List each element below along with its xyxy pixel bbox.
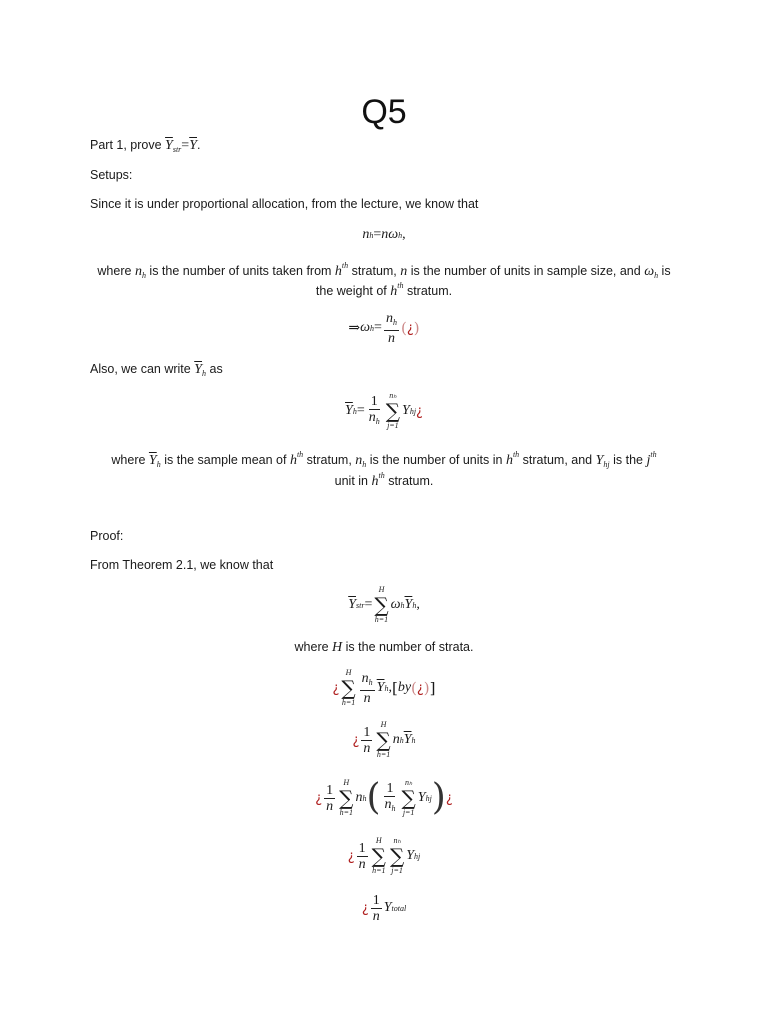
math-sub-hj: hj	[425, 793, 432, 803]
equation-omega: ⇒ ω h = $\frac{n_h}{n}$ ( ¿ )	[348, 310, 420, 346]
math-h: h	[505, 453, 513, 468]
math-sub-h: h	[391, 803, 396, 813]
math-fraction	[324, 783, 335, 814]
math-y-bar: $\overline{Y}$	[348, 597, 356, 612]
math-sup-th: th	[650, 450, 657, 459]
text: stratum.	[403, 284, 453, 298]
math-omega: ω	[388, 227, 399, 242]
math-n: n	[355, 790, 363, 805]
math-n: n	[392, 732, 400, 747]
math-y: Y	[406, 848, 415, 863]
text: where	[294, 640, 333, 654]
math-y: Y	[402, 403, 410, 418]
math-sub-h: h	[384, 683, 389, 693]
math-sub-h: h	[400, 600, 405, 610]
sum-upper: H	[345, 668, 352, 677]
where1-line-2	[0, 278, 768, 300]
math-fraction	[382, 781, 397, 816]
text: the weight of	[315, 284, 391, 298]
sum-sign: ∑	[339, 786, 354, 810]
broken-ref-glyph: ¿	[315, 790, 323, 806]
math-sup-th: th	[296, 450, 304, 459]
math-one: 1	[326, 782, 334, 798]
math-sub-hj: hj	[414, 851, 421, 861]
sum-lower: j=1	[387, 421, 399, 430]
math-n: n	[387, 330, 395, 346]
text: as	[206, 362, 223, 376]
text: is the sample mean of	[160, 453, 290, 467]
part1-line	[90, 137, 200, 158]
math-summation	[374, 585, 388, 625]
math-sub-h: h	[352, 406, 357, 416]
math-summation	[386, 391, 400, 431]
equation-step-2	[0, 718, 768, 762]
equation-step-5	[0, 886, 768, 930]
math-fraction	[357, 841, 368, 872]
broken-ref-glyph: ¿	[416, 680, 424, 696]
sum-upper: nₕ	[389, 391, 397, 400]
math-sup-th: th	[397, 281, 404, 290]
math-omega: ω	[644, 264, 655, 279]
math-n: n	[363, 740, 371, 756]
text: stratum.	[384, 474, 434, 488]
equation-nh	[0, 213, 768, 257]
math-n: n	[358, 856, 366, 872]
math-sub-h: h	[392, 317, 397, 327]
math-sup-th: th	[341, 261, 349, 270]
setups-heading: Setups:	[90, 168, 133, 182]
equation-ybar-h	[0, 389, 768, 433]
sum-lower: h=1	[341, 698, 356, 707]
math-eq: =	[374, 320, 382, 335]
math-sub-h: h	[362, 793, 367, 803]
text: where	[97, 264, 135, 278]
math-fraction	[384, 311, 399, 346]
also-line	[90, 361, 223, 382]
math-eq: =	[373, 227, 382, 242]
math-summation	[339, 778, 353, 818]
math-sub-str: str	[172, 145, 182, 154]
math-y: Y	[417, 790, 426, 805]
sum-upper: nₕ	[393, 836, 401, 845]
math-sub-h: h	[368, 677, 373, 687]
math-fraction	[361, 725, 372, 756]
math-n: n	[372, 908, 380, 924]
math-sub-h: h	[362, 460, 367, 469]
math-n: n	[400, 264, 408, 279]
sum-upper: nₕ	[405, 778, 413, 787]
math-by: by	[397, 680, 412, 695]
where2-line-2	[0, 468, 768, 490]
math-one: 1	[358, 840, 366, 856]
page-title: Q5	[361, 93, 407, 131]
math-y-bar: $\overline{Y}$	[376, 680, 385, 695]
math-one: 1	[370, 393, 378, 409]
math-h: h	[371, 474, 379, 489]
broken-ref-glyph: ¿	[361, 900, 369, 916]
equation-step-4	[0, 834, 768, 878]
math-n: n	[368, 409, 376, 425]
text: Also, we can write	[90, 362, 195, 376]
math-j: j	[646, 453, 651, 468]
sum-sign: ∑	[385, 399, 401, 423]
math-sub-h: h	[399, 735, 404, 745]
broken-ref-glyph: ¿	[445, 790, 453, 806]
text: is the number of units in	[366, 453, 506, 467]
math-sub-h: h	[370, 323, 375, 333]
text: stratum,	[348, 264, 401, 278]
math-eq: =	[364, 597, 373, 612]
text: is the	[609, 453, 647, 467]
math-comma: ,	[416, 597, 420, 612]
math-y: Y	[595, 453, 604, 468]
math-H: H	[332, 640, 343, 655]
math-comma: ,	[388, 680, 392, 695]
text: is the number of strata.	[342, 640, 474, 654]
math-n: n	[362, 227, 370, 242]
math-y-bar: $\overline{Y}$	[345, 403, 353, 418]
math-n: n	[134, 264, 142, 279]
math-y: Y	[383, 900, 392, 915]
sum-lower: h=1	[374, 615, 389, 624]
part1-text: Part 1, prove	[90, 138, 166, 152]
part1-end: .	[197, 138, 201, 152]
math-y-bar: $\overline{Y}$	[194, 362, 203, 377]
math-y-bar-2: $\overline{Y}$	[189, 138, 197, 153]
math-n: n	[326, 798, 334, 814]
sum-upper: H	[343, 778, 350, 787]
math-sup-th: th	[378, 471, 385, 480]
math-sub-h: h	[369, 230, 374, 240]
text: stratum,	[303, 453, 356, 467]
math-fraction	[360, 671, 375, 706]
since-line: Since it is under proportional allocation, from the lecture, we know that	[90, 197, 479, 211]
math-sub-h: h	[411, 735, 416, 745]
text: is	[658, 264, 671, 278]
sum-sign: ∑	[341, 676, 356, 700]
math-sup-th: th	[512, 450, 520, 459]
text: stratum, and	[519, 453, 596, 467]
right-paren: )	[431, 777, 446, 818]
math-sub-str: str	[355, 600, 365, 610]
math-sub-h: h	[156, 460, 161, 469]
math-n: n	[363, 690, 371, 706]
math-omega: ω	[390, 597, 401, 612]
math-n: n	[384, 796, 392, 812]
math-comma: ,	[402, 227, 406, 242]
math-fraction	[371, 893, 382, 924]
sum-upper: H	[375, 836, 382, 845]
math-n: n	[381, 227, 389, 242]
math-sub-h: h	[202, 369, 207, 378]
sum-sign: ∑	[376, 728, 391, 752]
math-n: n	[355, 453, 363, 468]
sum-sign: ∑	[389, 844, 405, 868]
math-summation	[376, 720, 390, 760]
math-sub-total: total	[391, 903, 407, 913]
sum-lower: h=1	[339, 808, 353, 817]
math-one: 1	[363, 724, 371, 740]
equation-step-1: ¿ H ∑ h=1 $\frac{n_h}{n}$ $\overline{Y}$ h , [ by ( ¿ ) ]	[332, 668, 436, 707]
math-sub-hj: hj	[409, 406, 417, 416]
math-sub-h: h	[412, 600, 417, 610]
math-eq: =	[356, 403, 365, 418]
math-y-bar: $\overline{Y}$	[404, 597, 413, 612]
math-y-bar: $\overline{Y}$	[165, 138, 173, 153]
sum-sign: ∑	[371, 844, 386, 868]
math-y-bar: $\overline{Y}$	[403, 732, 412, 747]
math-fraction	[367, 394, 382, 429]
sum-upper: H	[378, 585, 385, 594]
math-eq: =	[181, 138, 190, 153]
math-sub-hj: hj	[603, 460, 610, 469]
math-summation	[341, 668, 355, 708]
sum-sign: ∑	[401, 786, 416, 810]
math-h: h	[334, 264, 342, 279]
math-one: 1	[386, 780, 394, 796]
broken-ref-glyph: ¿	[347, 848, 355, 864]
math-sub-h: h	[398, 230, 403, 240]
theorem-line: From Theorem 2.1, we know that	[90, 558, 274, 572]
text: unit in	[334, 474, 372, 488]
left-paren: (	[366, 777, 381, 818]
math-sub-h: h	[654, 271, 659, 280]
math-y-bar: $\overline{Y}$	[148, 453, 157, 468]
proof-heading: Proof:	[90, 529, 124, 543]
sum-lower: j=1	[402, 808, 415, 817]
math-sub-h: h	[375, 416, 380, 426]
math-omega: ω	[360, 320, 371, 335]
broken-ref-glyph: ¿	[352, 732, 360, 748]
text: where	[111, 453, 149, 467]
text: is the number of units taken from	[145, 264, 335, 278]
math-summation	[390, 836, 404, 876]
math-n: n	[385, 310, 393, 326]
sum-lower: h=1	[376, 750, 391, 759]
text: is the number of units in sample size, and	[407, 264, 645, 278]
math-sub-h: h	[141, 271, 146, 280]
where3-line	[0, 639, 768, 656]
math-implies: ⇒	[348, 320, 361, 336]
equation-ybar-str	[0, 583, 768, 627]
math-h: h	[289, 453, 297, 468]
math-h: h	[390, 284, 398, 299]
broken-ref-glyph: ¿	[406, 320, 414, 336]
math-one: 1	[372, 892, 380, 908]
equation-step-3	[0, 776, 768, 820]
broken-ref-glyph: ¿	[416, 403, 423, 419]
broken-ref-glyph: ¿	[332, 680, 340, 696]
math-n: n	[361, 670, 369, 686]
math-summation	[372, 836, 386, 876]
sum-sign: ∑	[374, 593, 389, 617]
sum-lower: h=1	[372, 866, 386, 875]
sum-lower: j=1	[391, 866, 403, 875]
sum-upper: H	[380, 720, 387, 729]
math-summation	[401, 778, 415, 818]
